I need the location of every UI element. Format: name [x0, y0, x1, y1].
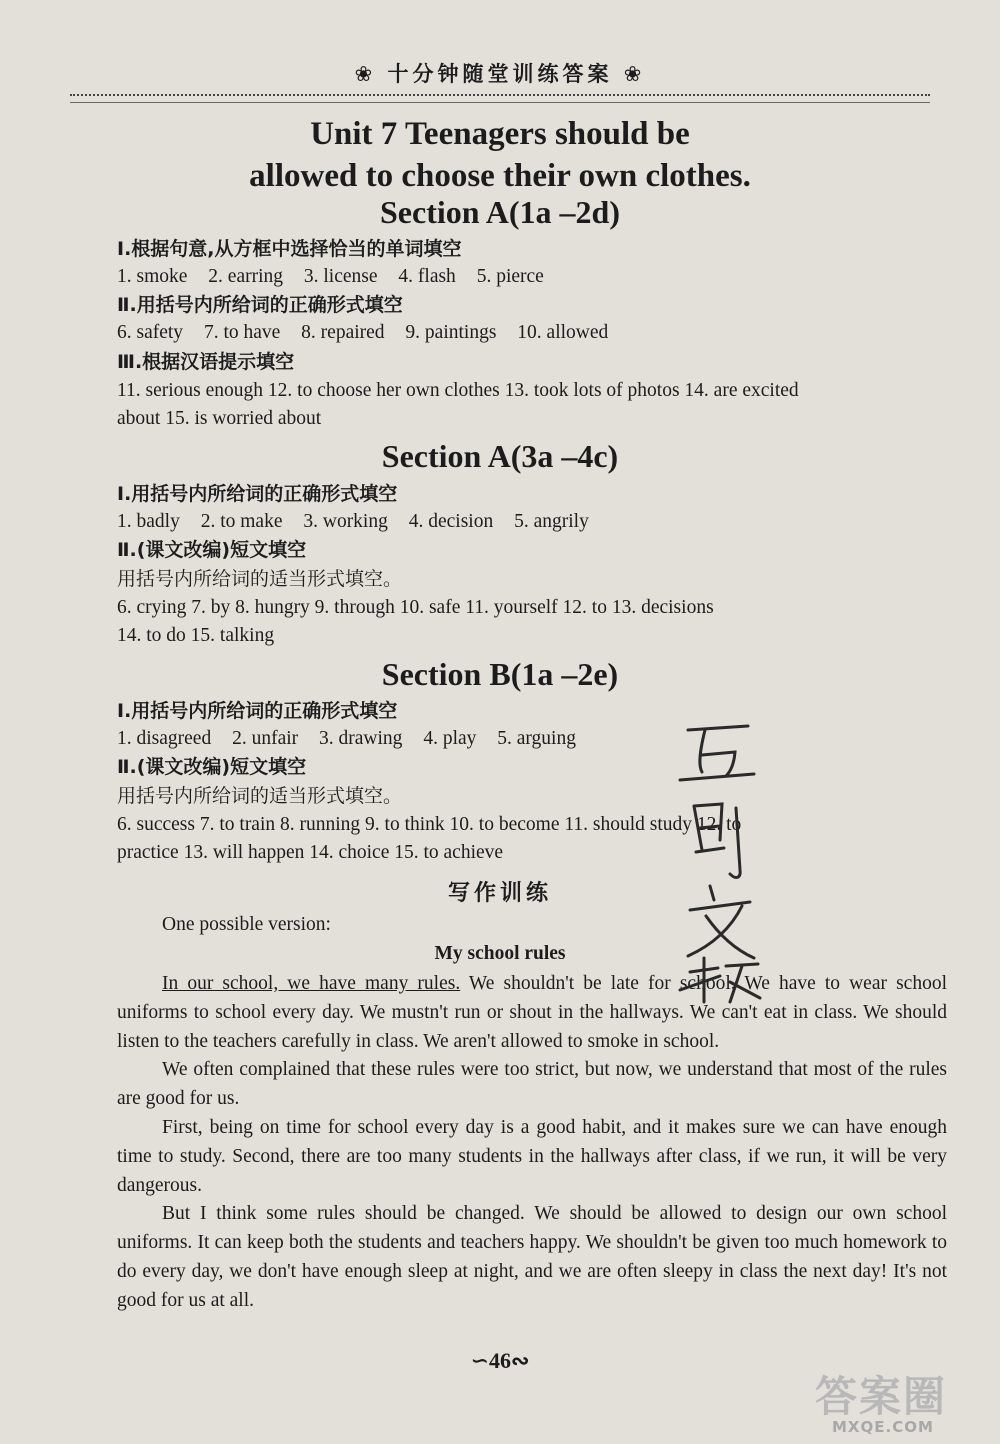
answer-item: 2. unfair [232, 728, 299, 749]
answer-item: 4. flash [398, 266, 456, 287]
answer-item: 1. smoke [117, 266, 188, 287]
answer-item: 5. arguing [497, 728, 576, 749]
section-a2-part1-instruction: Ⅰ.用括号内所给词的正确形式填空 [117, 483, 398, 505]
essay-paragraph-2: We often complained that these rules were too strict, but now, we understand that most of the rules are good for us. [117, 1059, 947, 1110]
section-a2-part2-subinstruction: 用括号内所给词的适当形式填空。 [117, 568, 403, 590]
answer-item: 2. to make [200, 511, 283, 532]
answer-item: 4. decision [408, 511, 494, 532]
essay-paragraph-4: But I think some rules should be changed. We should be allowed to design our own school uniforms. It can keep both the students and teachers happy. We shouldn't be given too much homework to do every day, we don't have enough sleep at night, and we are often sleepy in class the next day! It's not good for us at all. [117, 1203, 947, 1311]
section-a1-part3-answers-line2: about 15. is worried about [117, 408, 322, 429]
section-a1-part3-answers-line1: 11. serious enough 12. to choose her own clothes 13. took lots of photos 14. are excited [117, 380, 799, 401]
page-number: ∽46∾ [470, 1348, 530, 1373]
section-a1-title: Section A(1a –2d) [380, 194, 620, 230]
answer-item: 4. play [423, 728, 477, 749]
watermark-logo: 答案圈 [815, 1372, 948, 1421]
answer-item: 8. repaired [301, 322, 385, 343]
section-b1-part1-answers [117, 726, 592, 752]
section-b1-part2-answers-line1: 6. success 7. to train 8. running 9. to think 10. to become 11. should study 12. to [117, 814, 742, 835]
unit-title-line1: Unit 7 Teenagers should be [310, 116, 690, 152]
essay-title: My school rules [434, 943, 566, 964]
answer-item: 9. paintings [405, 322, 497, 343]
essay-paragraph-1-rest: We shouldn't be late for school. We have to wear school uniforms to school every day. We mustn't run or shout in the hallways. We can't eat in class. We should listen to the teachers carefully in class. We aren't allowed to smoke in school. [117, 973, 947, 1052]
writing-version-label: One possible version: [162, 914, 331, 935]
essay-paragraph-3: First, being on time for school every day is a good habit, and it makes sure we can have enough time to study. Second, there are too many students in the hallways after class, if we run, it will be very dangerous. [117, 1116, 947, 1196]
header-divider [70, 94, 930, 103]
answer-item: 3. license [303, 266, 378, 287]
answer-item: 7. to have [203, 322, 281, 343]
section-b1-part2-answers-line2: practice 13. will happen 14. choice 15. to achieve [117, 842, 504, 863]
section-a1-part2-instruction: Ⅱ.用括号内所给词的正确形式填空 [117, 294, 403, 316]
answer-item: 10. allowed [517, 322, 609, 343]
essay-paragraph-1 [117, 970, 947, 1056]
answer-item: 3. working [303, 511, 388, 532]
answer-item: 1. badly [117, 511, 180, 532]
section-b1-part2-instruction: Ⅱ.(课文改编)短文填空 [117, 756, 307, 778]
essay-underlined-sentence: In our school, we have many rules. [162, 973, 461, 994]
section-a1-part2-answers [117, 320, 624, 346]
section-a2-part2-instruction: Ⅱ.(课文改编)短文填空 [117, 539, 307, 561]
section-a1-part1-instruction: Ⅰ.根据句意,从方框中选择恰当的单词填空 [117, 238, 462, 260]
section-a2-title: Section A(3a –4c) [381, 438, 619, 474]
section-b1-part2-subinstruction: 用括号内所给词的适当形式填空。 [117, 785, 403, 807]
answer-item: 5. pierce [476, 266, 544, 287]
section-a2-part2-answers-line1: 6. crying 7. by 8. hungry 9. through 10. safe 11. yourself 12. to 13. decisions [117, 597, 714, 618]
answer-item: 2. earring [208, 266, 284, 287]
writing-section-title: 写作训练 [447, 881, 552, 906]
answer-item: 6. safety [117, 322, 184, 343]
page-header: ❀ 十分钟随堂训练答案 ❀ [354, 62, 646, 86]
watermark-url: MXQE.COM [832, 1418, 934, 1436]
section-a1-part1-answers [117, 264, 560, 290]
section-b1-title: Section B(1a –2e) [381, 656, 619, 692]
section-b1-part1-instruction: Ⅰ.用括号内所给词的正确形式填空 [117, 700, 398, 722]
section-a2-part2-answers-line2: 14. to do 15. talking [117, 625, 275, 646]
answer-item: 5. angrily [514, 511, 589, 532]
answer-item: 3. drawing [319, 728, 403, 749]
essay-body [117, 970, 947, 1316]
handwriting-mark [650, 710, 780, 1010]
section-a2-part1-answers [117, 509, 605, 535]
answer-item: 1. disagreed [117, 728, 212, 749]
section-a1-part3-instruction: Ⅲ.根据汉语提示填空 [117, 351, 295, 373]
unit-title-line2: allowed to choose their own clothes. [249, 158, 751, 194]
